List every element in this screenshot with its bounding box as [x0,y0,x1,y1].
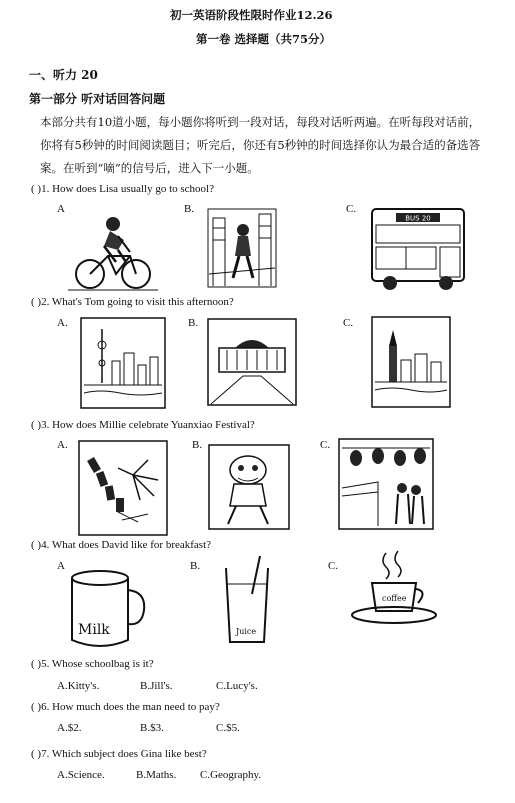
question-6-text: ( )6. How much does the man need to pay? [31,701,220,713]
q7-option-a[interactable]: A.Science. [57,769,105,781]
coffee-cup-image [346,549,442,629]
double-decker-bus-image [366,205,470,291]
girl-riding-bicycle-image [68,212,158,292]
q7-option-c[interactable]: C.Geography. [200,769,261,781]
question-3-text: ( )3. How does Millie celebrate Yuanxiao Festival? [31,419,255,431]
question-1-text: ( )1. How does Lisa usually go to school? [31,183,214,195]
q7-option-b[interactable]: B.Maths. [136,769,177,781]
q1-option-c[interactable]: C. [346,203,357,215]
q5-option-a[interactable]: A.Kitty's. [57,680,100,692]
question-2-text: ( )2. What's Tom going to visit this afternoon? [31,296,234,308]
museum-building-image [207,318,297,406]
q5-option-b[interactable]: B.Jill's. [140,680,173,692]
q6-option-c[interactable]: C.$5. [216,722,240,734]
lion-dance-image [208,444,290,530]
q3-option-a[interactable]: A. [57,439,68,451]
q6-option-a[interactable]: A.$2. [57,722,82,734]
bus-sign-text: BUS 20 [405,214,431,223]
girl-walking-in-street-image [207,208,277,288]
instruction-line-1: 本部分共有10道小题，每小题你将听到一段对话，每段对话听两遍。在听每段对话前， [40,115,481,129]
q4-option-a[interactable]: A [57,560,65,572]
milk-label: Milk [78,622,110,638]
city-skyline-image [80,317,166,409]
q3-option-b[interactable]: B. [192,439,203,451]
q4-option-b[interactable]: B. [190,560,201,572]
instruction-line-2: 你将有5秒钟的时间阅读题目；听完后，你还有5秒钟的时间选择你认为最合适的备选答 [40,138,481,152]
q3-option-c[interactable]: C. [320,439,331,451]
q4-option-c[interactable]: C. [328,560,339,572]
firecrackers-image [78,440,168,536]
old-town-riverside-image [371,316,451,408]
page-title: 初一英语阶段性限时作业12.26 [170,8,333,22]
q2-option-a[interactable]: A. [57,317,68,329]
juice-label: Juice [236,627,257,636]
juice-glass-image [222,554,274,646]
q2-option-c[interactable]: C. [343,317,354,329]
question-7-text: ( )7. Which subject does Gina like best? [31,748,207,760]
section-heading: 一、听力 20 [29,68,98,82]
q6-option-b[interactable]: B.$3. [140,722,164,734]
question-4-text: ( )4. What does David like for breakfast? [31,539,212,551]
question-5-text: ( )5. Whose schoolbag is it? [31,658,154,670]
q5-option-c[interactable]: C.Lucy's. [216,680,258,692]
milk-mug-image [66,568,146,652]
lanterns-street-image [338,438,434,530]
q1-option-a[interactable]: A [57,203,65,215]
instruction-line-3: 案。在听到“嘀”的信号后，进入下一小题。 [40,161,259,175]
part-heading: 第一部分 听对话回答问题 [29,92,166,106]
coffee-label: coffee [382,594,407,603]
q1-option-b[interactable]: B. [184,203,195,215]
paper-subtitle: 第一卷 选择题（共75分） [196,32,332,46]
q2-option-b[interactable]: B. [188,317,199,329]
